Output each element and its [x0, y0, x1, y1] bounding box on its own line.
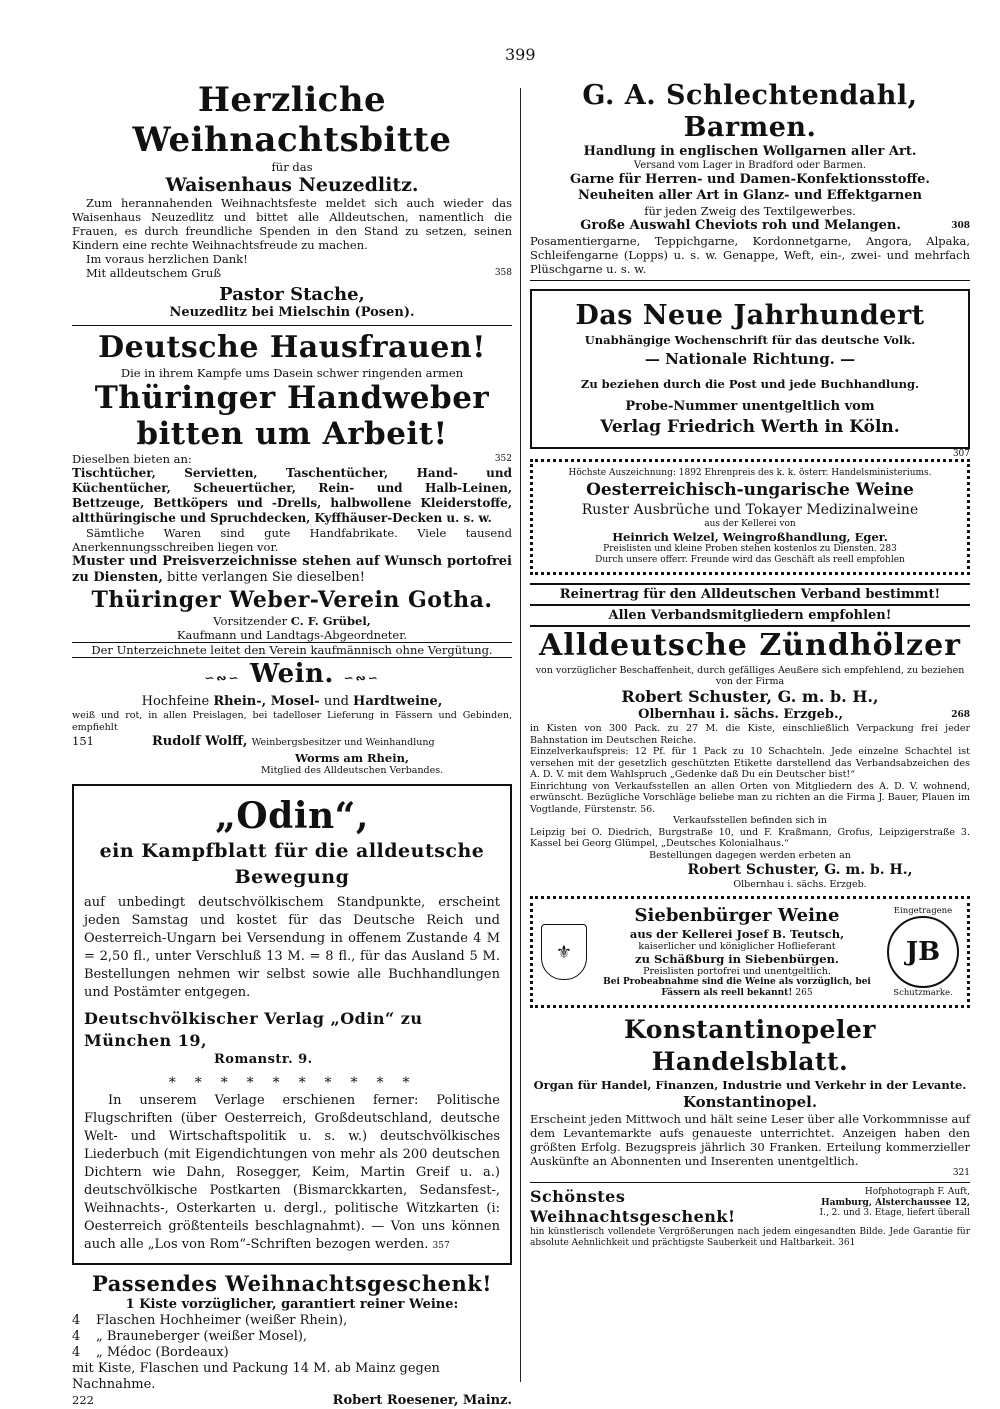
ad-title: Herzliche Weihnachtsbitte	[132, 80, 452, 160]
ad-line: aus der Kellerei Josef B. Teutsch,	[629, 927, 845, 941]
place-text: Olbernhau i. sächs. Erzgeb.,	[638, 707, 844, 722]
line-b: Rhein-, Mosel-	[213, 694, 320, 709]
ad-content	[541, 905, 959, 999]
monogram-seal-icon: JB	[887, 916, 959, 988]
offer-bold: Muster und Preisverzeichnisse stehen auf Wunsch portofrei zu Diensten,	[72, 554, 512, 585]
line-d: Hardtweine,	[353, 694, 443, 709]
ad-ref: 265	[795, 988, 813, 998]
ad-line: zu Schäßburg in Siebenbürgen.	[635, 952, 839, 966]
ad-line	[541, 544, 959, 555]
ad-line: aus der Kellerei von	[704, 519, 796, 529]
ornament-right: ∽∾∽	[343, 671, 380, 685]
ad-title: Oesterreichisch-ungarische Weine	[586, 480, 914, 500]
ad-line: Probe-Nummer unentgeltlich vom	[625, 399, 875, 414]
wine-list	[72, 1313, 512, 1361]
ad-chair-role: Kaufmann und Landtags-Abgeordneter.	[176, 628, 408, 642]
ad-line: Zu beziehen durch die Post und jede Buchhandlung.	[580, 377, 920, 391]
ad-ref: 352	[494, 454, 512, 464]
ad-title: Alldeutsche Zündhölzer	[539, 628, 961, 663]
body-text: hin künstlerisch vollendete Vergrößerungen nach jedem eingesandten Bilde. Jede Garantie für absolute Aehnlichkeit und prächtigste Sauberkeit und Haltbarkeit.	[530, 1227, 970, 1248]
item-text: Flaschen Hochheimer (weißer Rhein),	[96, 1313, 348, 1328]
divider	[72, 325, 512, 326]
sign-name: Robert Roesener, Mainz.	[332, 1393, 512, 1408]
ad-neue-jahrhundert	[530, 289, 970, 449]
ad-body	[530, 1227, 970, 1249]
ad-header	[530, 1187, 970, 1227]
ad-schlechtendahl	[530, 80, 970, 276]
ad-line: Neuheiten aller Art in Glanz- und Effektgarnen	[578, 188, 922, 203]
ad-line	[72, 694, 512, 710]
ornament: ∗ ∗ ∗ ∗ ∗ ∗ ∗ ∗ ∗ ∗	[167, 1072, 417, 1088]
ad-headline: Thüringer Handweber	[94, 380, 490, 416]
ad-ref: 307	[952, 449, 970, 459]
ad-banner: Reinertrag für den Alldeutschen Verband bestimmt!	[530, 583, 970, 606]
ad-text	[595, 905, 879, 999]
line-text: Große Auswahl Cheviots roh und Melangen.	[580, 218, 901, 233]
ad-ref: 321	[952, 1168, 970, 1178]
ad-line: Organ für Handel, Finanzen, Industrie und Verkehr in der Levante.	[533, 1078, 967, 1092]
ad-org: Thüringer Weber-Verein Gotha.	[91, 587, 493, 613]
ad-line: Höchste Auszeichnung: 1892 Ehrenpreis des k. k. österr. Handelsministeriums.	[568, 468, 932, 478]
line-text: Preislisten und kleine Proben stehen kostenlos zu Diensten.	[603, 544, 877, 554]
ad-title: Siebenbürger Weine	[634, 905, 840, 926]
ad-title: Schönstes Weihnachtsgeschenk!	[530, 1187, 736, 1226]
ad-zuendhoelzer	[530, 583, 970, 890]
ad-ref: 308	[951, 221, 970, 231]
ad-line: Ruster Ausbrüche und Tokayer Medizinalweine	[581, 502, 919, 518]
ad-signature: Pastor Stache,	[219, 284, 365, 305]
ad-ref: 151	[72, 734, 94, 748]
ad-line: kaiserlicher und königlicher Hoflieferant	[638, 941, 836, 952]
ad-photograph	[530, 1187, 970, 1249]
ad-handelsblatt	[530, 1014, 970, 1178]
line-text: Bei Probeabnahme sind die Weine als vorzüglich, bei Fässern als reell bekannt!	[603, 977, 871, 998]
trademark	[887, 906, 959, 998]
ad-siebenbuerger	[530, 896, 970, 1008]
line-a: Hochfeine	[141, 694, 210, 709]
more-text: In unserem Verlage erschienen ferner: Politische Flugschriften (über Oesterreich, Großdeutschland, deutsche Welt- und Wirtschaftspolitik u. s. w.) deutschvölkisches Liederbuch (mit Eigendichtungen von mehr als 200 deutschen Dichtern wie Dahn, Rosegger, Keim, Martin Greif u. a.) deutschvölkische Postkarten (Bismarckkarten, Sedansfest-, Weihnachts-, Osterkarten u. dergl., politische Witzkarten (i: Oesterreich größtenteils beschlagnahmt). — Von uns können auch alle „Los von Rom“-Schriften bezogen werden.	[84, 1093, 500, 1252]
chair-name: C. F. Grübel,	[290, 614, 371, 628]
ad-line: Durch unsere offerr. Freunde wird das Geschäft als reell empfohlen	[595, 555, 905, 565]
ad-line: Einzelverkaufspreis: 12 Pf. für 1 Pack zu 10 Schachteln. Jede einzelne Schachtel ist versehen mit der gesetzlich geschützten Etikette darstellend das Verbandsabzeichen des A. D. V. mit dem Wahlspruch „Gedenke daß Du ein Deutscher bist!“	[530, 746, 970, 780]
ad-oesterreich-weine	[530, 459, 970, 575]
right-column	[530, 80, 970, 1249]
item-qty: 4	[72, 1313, 81, 1328]
ad-small: weiß und rot, in allen Preislagen, bei tadelloser Lieferung in Fässern und Gebinden, empfiehlt	[72, 710, 512, 733]
ad-signature	[72, 734, 512, 751]
item-text: „ Médoc (Bordeaux)	[96, 1345, 229, 1360]
ad-odin	[72, 784, 512, 1265]
ad-intro: Die in ihrem Kampfe ums Dasein schwer ringenden armen	[120, 366, 464, 380]
ad-signature-place: Neuzedlitz bei Mielschin (Posen).	[169, 305, 415, 320]
offer-tail: bitte verlangen Sie dieselben!	[167, 570, 366, 585]
ad-side	[820, 1187, 970, 1219]
crest-icon: ⚜	[541, 924, 587, 980]
ad-title: G. A. Schlechtendahl, Barmen.	[582, 80, 918, 143]
ad-place: Worms am Rhein,	[295, 751, 409, 765]
item-qty: 4	[72, 1345, 81, 1360]
ad-line: Konstantinopel.	[682, 1093, 818, 1111]
ad-line: Verkaufsstellen befinden sich in	[673, 815, 827, 826]
ad-body: Erscheint jeden Mittwoch und hält seine Leser über alle Vorkommnisse auf dem Levantemarkte aufs genaueste unterrichtet. Anzeigen haben den größten Erfolg. Bezugspreis jährlich 30 Franken. Erteilung kommerzieller Auskünfte an Abonnenten und Inserenten unentgeltlich.	[530, 1112, 970, 1168]
ad-body: Posamentiergarne, Teppichgarne, Kordonnetgarne, Angora, Alpaka, Schleifengarne (Lopps) u. s. w. Genappe, Weft, ein-, zwei- und mehrfach Plüschgarne u. s. w.	[530, 234, 970, 276]
ad-body: Zum herannahenden Weihnachtsfeste meldet sich auch wieder das Waisenhaus Neuzedlitz und bittet alle Alldeutschen, namentlich die Frauen, es durch freundliche Spenden in den Stand zu setzen, seinen Kindern eine rechte Weihnachtsfreude zu machen.	[72, 196, 512, 252]
ad-product-list: Tischtücher, Servietten, Taschentücher, Hand- und Küchentücher, Scheuertücher, Rein- und Halb-Leinen, Bettzeuge, Bettköpers und -Drells, halbwollene Kleiderstoffe, altthüringische und Spruchdecken, Kyffhäuser-Decken u. s. w.	[72, 466, 512, 525]
ad-ref: 283	[879, 544, 897, 554]
item-text: „ Brauneberger (weißer Mosel),	[96, 1329, 308, 1344]
greeting-text: Mit alldeutschem Gruß	[86, 266, 222, 280]
ad-sub: für das	[271, 160, 313, 174]
ad-line	[595, 977, 879, 999]
column-divider	[520, 88, 521, 1382]
ad-line: Versand vom Lager in Bradford oder Barmen.	[633, 160, 867, 171]
ad-weihnachtsgeschenk	[72, 1271, 512, 1409]
ad-greeting	[72, 266, 512, 280]
ad-publisher: Deutschvölkischer Verlag „Odin“ zu München 19,	[84, 1009, 423, 1050]
ad-line: Preislisten portofrei und unentgeltlich.	[643, 966, 831, 977]
ad-line: Handlung in englischen Wollgarnen aller Art.	[583, 144, 917, 159]
offer-text: Dieselben bieten an:	[72, 452, 192, 466]
ad-title: Deutsche Hausfrauen!	[98, 330, 486, 365]
ad-sub-title: Waisenhaus Neuzedlitz.	[165, 174, 419, 196]
ad-hausfrauen	[72, 330, 512, 658]
ad-body: auf unbedingt deutschvölkischem Standpunkte, erscheint jeden Samstag und kostet für das Deutsche Reich und Oesterreich-Ungarn bei Versendung in offenem Zustande 4 M = 2,50 fl., unter Verschluß 13 M. = 8 fl., für das Ausland 5 M. Bestellungen nehmen wir selbst sowie alle Buchhandlungen und Postämter entgegen.	[84, 895, 500, 1000]
ad-title: Konstantinopeler Handelsblatt.	[624, 1015, 876, 1076]
list-item	[72, 1313, 512, 1329]
ad-ref: 358	[494, 268, 512, 278]
ad-thanks: Im voraus herzlichen Dank!	[86, 252, 248, 266]
ad-intro: 1 Kiste vorzüglicher, garantiert reiner Weine:	[125, 1297, 459, 1312]
side-line: I., 2. und 3. Etage, liefert überall	[819, 1208, 970, 1218]
ad-ref: 222	[72, 1393, 94, 1407]
ad-title: „Odin“,	[215, 795, 369, 837]
ad-line: — Nationale Richtung. —	[644, 350, 856, 368]
ornament-left: ∽∾∽	[204, 671, 241, 685]
ad-headline-2: bitten um Arbeit!	[136, 416, 448, 452]
side-line: Hamburg, Alsterchaussee 12,	[821, 1197, 970, 1208]
trademark-label: Eingetragene	[893, 906, 953, 916]
page-number: 399	[505, 45, 536, 64]
ad-price: mit Kiste, Flaschen und Packung 14 M. ab Mainz gegen Nachnahme.	[72, 1361, 440, 1392]
ad-line: in Kisten von 300 Pack. zu 27 M. die Kiste, einschließlich Verpackung frei jeder Bahnstation im Deutschen Reiche.	[530, 723, 970, 746]
ad-title: Passendes Weihnachtsgeschenk!	[91, 1271, 493, 1296]
ad-wein	[72, 658, 512, 776]
trademark-caption: Schutzmarke.	[893, 988, 953, 998]
sign-name: Rudolf Wolff,	[152, 734, 248, 749]
ad-ref: 357	[432, 1241, 450, 1251]
line-c: und	[323, 694, 349, 709]
ad-title: Das Neue Jahrhundert	[575, 300, 925, 331]
ad-line: Bestellungen dagegen werden erbeten an	[649, 849, 851, 861]
ad-line: Einrichtung von Verkaufsstellen an allen Orten von Mitgliedern des A. D. V. wohnend, erwünscht. Bezügliche Vorschläge beliebe man zu richten an die Firma J. Bauer, Plauen im Vogtlande, Fürstenstr. 56.	[530, 780, 970, 815]
ad-waisenhaus	[72, 80, 512, 321]
ad-ref: 361	[838, 1238, 856, 1248]
divider	[530, 280, 970, 281]
ad-title	[72, 658, 512, 694]
ad-banner-2: Allen Verbandsmitgliedern empfohlen!	[530, 606, 970, 627]
ad-signature-place: Olbernhau i. sächs. Erzgeb.	[733, 879, 867, 890]
ad-street: Romanstr. 9.	[214, 1052, 313, 1067]
ad-note: Der Unterzeichnete leitet den Verein kaufmännisch ohne Vergütung.	[72, 642, 512, 658]
ad-offer	[72, 452, 512, 466]
ad-ref: 268	[951, 710, 970, 720]
left-column	[72, 80, 512, 1409]
ad-title-text: Wein.	[250, 659, 334, 689]
sign-role: Weinbergsbesitzer und Weinhandlung	[251, 737, 435, 748]
list-item	[72, 1345, 512, 1361]
ad-place	[530, 707, 970, 723]
ad-offer-line	[72, 554, 512, 586]
item-qty: 4	[72, 1329, 81, 1344]
side-line: Hofphotograph F. Auft,	[864, 1187, 970, 1197]
ad-firm: Robert Schuster, G. m. b. H.,	[621, 687, 879, 706]
ad-line: Leipzig bei O. Diedrich, Burgstraße 10, und F. Kraßmann, Grofus, Leipzigerstraße 3. Kassel bei Georg Glümpel, „Deutsches Kolonialhaus.“	[530, 826, 970, 849]
ad-signature	[72, 1393, 512, 1409]
ad-line: für jeden Zweig des Textilgewerbes.	[644, 204, 856, 218]
ad-member: Mitglied des Alldeutschen Verbandes.	[260, 765, 444, 776]
ad-line: Heinrich Welzel, Weingroßhandlung, Eger.	[612, 530, 888, 544]
ad-signature: Robert Schuster, G. m. b. H.,	[687, 862, 913, 878]
ad-line: Unabhängige Wochenschrift für das deutsche Volk.	[584, 333, 916, 347]
ad-intro: von vorzüglicher Beschaffenheit, durch gefälliges Aeußere sich empfehlend, zu beziehen von der Firma	[535, 665, 965, 687]
ad-line	[530, 218, 970, 234]
ad-line: Garne für Herren- und Damen-Konfektionsstoffe.	[570, 172, 930, 187]
ad-chair	[72, 614, 512, 628]
ad-subtitle: ein Kampfblatt für die alldeutsche Bewegung	[99, 840, 485, 888]
list-item	[72, 1329, 512, 1345]
ad-more	[84, 1092, 500, 1255]
ad-body: Sämtliche Waren sind gute Handfabrikate. Viele tausend Anerkennungsschreiben liegen vor.	[72, 526, 512, 554]
divider	[530, 1182, 970, 1183]
ad-line: Verlag Friedrich Werth in Köln.	[600, 417, 900, 437]
chair-label: Vorsitzender	[213, 614, 288, 628]
